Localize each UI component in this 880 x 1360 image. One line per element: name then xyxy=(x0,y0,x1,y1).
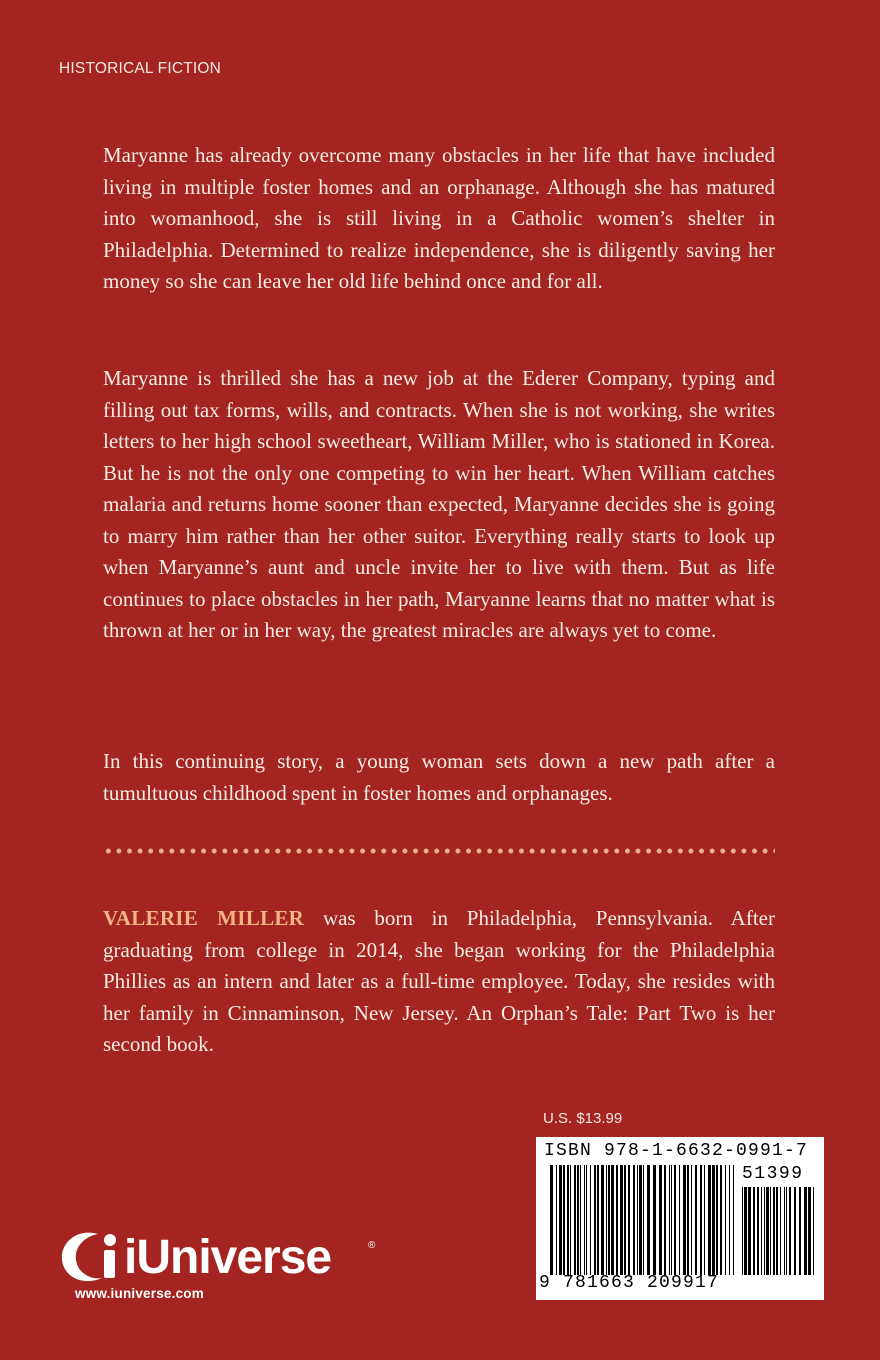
barcode-bar xyxy=(808,1187,811,1275)
blurb-paragraph-2: Maryanne is thrilled she has a new job at the Ederer Company, typing and filling out tax forms, wills, and contracts. When she is not working, she writes letters to her high school sweetheart, William Miller, who is stationed in Korea. But he is not the only one competing to win her heart. When William catches malaria and returns home sooner than expected, Maryanne decides she is going to marry him rather than her other suitor. Everything really starts to look up when Maryanne’s aunt and uncle invite her to live with them. But as life continues to place obstacles in her path, Maryanne learns that no matter what is thrown at her or in her way, the greatest miracles are always yet to come. xyxy=(103,366,775,642)
barcode-bar xyxy=(574,1165,576,1275)
barcode-bar xyxy=(616,1165,618,1275)
barcode-bar xyxy=(606,1165,607,1275)
barcode-bar xyxy=(770,1187,771,1275)
registered-mark: ® xyxy=(368,1240,376,1251)
barcode-bar xyxy=(594,1165,596,1275)
publisher-name: iUniverse xyxy=(124,1231,332,1284)
barcode-bar xyxy=(577,1165,579,1275)
barcode-bar xyxy=(729,1165,730,1275)
barcode-bar xyxy=(776,1187,778,1275)
barcode-bar xyxy=(766,1187,769,1275)
addon-code-text: 51399 xyxy=(742,1164,804,1184)
barcode-bar xyxy=(643,1165,644,1275)
barcode-bar xyxy=(683,1165,686,1275)
barcode-bar xyxy=(784,1187,785,1275)
barcode-bar xyxy=(780,1187,781,1275)
barcode-bar xyxy=(742,1187,743,1275)
genre-label: HISTORICAL FICTION xyxy=(59,60,222,77)
barcode-bar xyxy=(601,1165,604,1275)
barcode-bar xyxy=(664,1165,666,1275)
barcode-bar xyxy=(653,1165,656,1275)
barcode-bar xyxy=(628,1165,630,1275)
barcode-bar xyxy=(586,1165,587,1275)
barcode-bar xyxy=(748,1187,751,1275)
barcode-bar xyxy=(620,1165,623,1275)
barcode-bar xyxy=(695,1165,697,1275)
iuniverse-logo xyxy=(58,1226,388,1306)
author-bio xyxy=(103,903,775,1061)
barcode-bar xyxy=(744,1187,747,1275)
iuniverse-swirl-icon xyxy=(58,1226,128,1288)
barcode-bar xyxy=(590,1165,591,1275)
price-label: U.S. $13.99 xyxy=(543,1110,623,1127)
dotted-divider xyxy=(103,847,775,855)
barcode-bar xyxy=(725,1165,726,1275)
barcode-bar xyxy=(570,1165,571,1275)
barcode-bar xyxy=(720,1165,722,1275)
barcode-bar xyxy=(708,1165,711,1275)
author-bio-text: was born in Philadelphia, Pennsylvania. After graduating from college in 2014, she began working for the Philadelphia Phillies as an intern and later as a full-time employee. Today, she resides with her family in Cinnaminson, New Jersey. An Orphan’s Tale: Part Two is her second book. xyxy=(103,906,775,1056)
barcode-bar xyxy=(659,1165,662,1275)
ean-barcode-bars xyxy=(550,1165,738,1275)
barcode-bar xyxy=(789,1187,791,1275)
barcode-bar xyxy=(786,1187,787,1275)
barcode-bar xyxy=(637,1165,638,1275)
barcode-bar xyxy=(633,1165,635,1275)
barcode-bar xyxy=(700,1165,702,1275)
barcode-bar xyxy=(687,1165,689,1275)
barcode-bar xyxy=(639,1165,642,1275)
blurb-paragraph-3: In this continuing story, a young woman sets down a new path after a tumultuous childhood spent in foster homes and orphanages. xyxy=(103,749,775,805)
barcode-bar xyxy=(559,1165,562,1275)
barcode-bar xyxy=(563,1165,565,1275)
barcode-bar xyxy=(773,1187,775,1275)
barcode-bar xyxy=(794,1187,796,1275)
barcode-bar xyxy=(584,1165,585,1275)
publisher-url: www.iuniverse.com xyxy=(75,1286,204,1301)
barcode-bar xyxy=(556,1165,557,1275)
barcode-bar xyxy=(761,1187,762,1275)
isbn-barcode xyxy=(536,1137,824,1300)
blurb-paragraph-1: Maryanne has already overcome many obstacles in her life that have included living in multiple foster homes and an orphanage. Although she has matured into womanhood, she is still living in a Catholic women’s shelter in Philadelphia. Determined to realize independence, she is diligently saving her money so she can leave her old life behind once and for all. xyxy=(103,143,775,293)
barcode-bar xyxy=(799,1187,801,1275)
barcode-bar xyxy=(712,1165,715,1275)
barcode-bar xyxy=(647,1165,650,1275)
barcode-bar xyxy=(608,1165,610,1275)
barcode-bar xyxy=(597,1165,599,1275)
barcode-bar xyxy=(704,1165,705,1275)
addon-barcode-bars xyxy=(742,1187,816,1275)
barcode-bar xyxy=(804,1187,807,1275)
barcode-bar xyxy=(671,1165,672,1275)
barcode-bar xyxy=(764,1187,765,1275)
barcode-bar xyxy=(753,1187,755,1275)
barcode-bar xyxy=(691,1165,692,1275)
barcode-bar xyxy=(679,1165,680,1275)
barcode-bar xyxy=(669,1165,670,1275)
barcode-bar xyxy=(611,1165,614,1275)
barcode-bar xyxy=(757,1187,759,1275)
barcode-bar xyxy=(813,1187,814,1275)
ean-digits-text: 9 781663 209917 xyxy=(539,1273,720,1293)
author-name: VALERIE MILLER xyxy=(103,906,305,930)
barcode-bar xyxy=(716,1165,718,1275)
isbn-text: ISBN 978-1-6632-0991-7 xyxy=(544,1141,809,1161)
barcode-bar xyxy=(674,1165,676,1275)
barcode-bar xyxy=(550,1165,553,1275)
barcode-bar xyxy=(624,1165,626,1275)
barcode-bar xyxy=(580,1165,581,1275)
barcode-bar xyxy=(733,1165,734,1275)
barcode-bar xyxy=(567,1165,569,1275)
